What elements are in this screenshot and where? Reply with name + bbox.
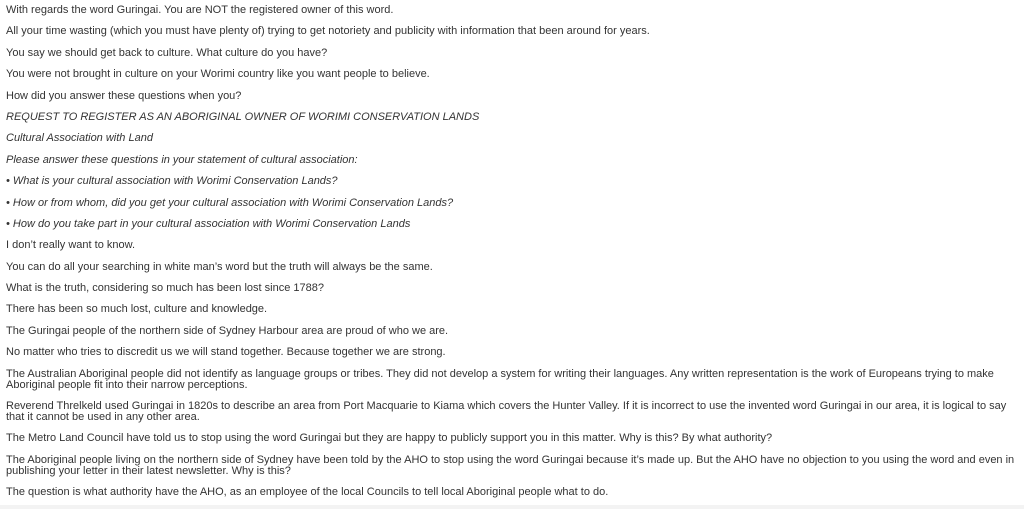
paragraph-so-much-lost: There has been so much lost, culture and knowledge.	[6, 303, 268, 316]
paragraph-aho-authority: The question is what authority have the AHO, as an employee of the local Councils to tell local Aboriginal people what to do.	[6, 486, 609, 499]
paragraph-guringai-ownership: With regards the word Guringai. You are NOT the registered owner of this word.	[6, 4, 394, 16]
quote-bullet-item: • What is your cultural association with Worimi Conservation Lands?	[6, 175, 338, 188]
paragraph-answer-questions: How did you answer these questions when you?	[6, 89, 242, 102]
paragraph-guringai-proud: The Guringai people of the northern side of Sydney Harbour area are proud of who we are.	[6, 324, 449, 337]
quote-instructions: Please answer these questions in your statement of cultural association:	[6, 153, 358, 166]
paragraph-worimi-country: You were not brought in culture on your Worimi country like you want people to believe.	[6, 68, 430, 81]
quote-request-heading: REQUEST TO REGISTER AS AN ABORIGINAL OWNER OF WORIMI CONSERVATION LANDS	[6, 110, 480, 123]
page-bottom-strip	[0, 505, 1024, 509]
paragraph-time-wasting: All your time wasting (which you must have plenty of) trying to get notoriety and publicity with information that been around for years.	[6, 25, 650, 38]
paragraph-dont-want-to-know: I don’t really want to know.	[6, 239, 136, 252]
paragraph-aho-northern-sydney: The Aboriginal people living on the northern side of Sydney have been told by the AHO to stop using the word Guringai because it’s made up. But the AHO have no objection to you using the word and even in publishing your letter in their latest newsletter. Why is this?	[6, 453, 1015, 477]
letter-body	[6, 5, 1020, 498]
quote-bullet-item: • How do you take part in your cultural association with Worimi Conservation Lands	[6, 217, 411, 230]
paragraph-stand-together: No matter who tries to discredit us we will stand together. Because together we are strong.	[6, 346, 446, 359]
quote-bullet-item: • How or from whom, did you get your cultural association with Worimi Conservation Lands?	[6, 196, 454, 209]
paragraph-back-to-culture: You say we should get back to culture. What culture do you have?	[6, 46, 328, 59]
paragraph-metro-land-council: The Metro Land Council have told us to stop using the word Guringai but they are happy to publicly support you in this matter. Why is this? By what authority?	[6, 432, 773, 445]
paragraph-white-mans-word: You can do all your searching in white man’s word but the truth will always be the same.	[6, 260, 433, 273]
paragraph-language-groups: The Australian Aboriginal people did not identify as language groups or tribes. They did not develop a system for writing their languages. Any written representation is the work of Europeans trying to make Aboriginal people fit into their narrow perceptions.	[6, 367, 994, 391]
paragraph-reverend-threlkeld: Reverend Threlkeld used Guringai in 1820s to describe an area from Port Macquarie to Kiama which covers the Hunter Valley. If it is incorrect to use the invented word Guringai in our area, it is logical to say that it cannot be used in any other area.	[6, 400, 1007, 424]
paragraph-what-is-truth: What is the truth, considering so much has been lost since 1788?	[6, 282, 324, 295]
quote-subheading: Cultural Association with Land	[6, 132, 153, 145]
